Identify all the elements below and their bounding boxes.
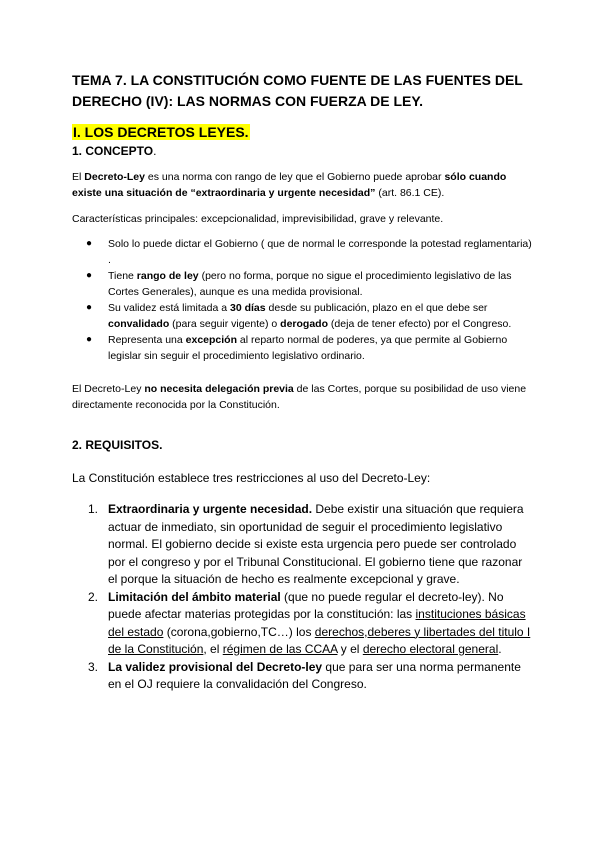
list-item	[72, 236, 532, 268]
closing-text-1: El Decreto-Ley	[72, 383, 145, 395]
list-item-text: .	[498, 642, 502, 656]
list-item-text: Su validez está limitada a	[108, 302, 230, 314]
characteristics-paragraph: Características principales: excepcionalidad, imprevisibilidad, grave y relevante.	[72, 213, 444, 225]
definition-paragraph	[72, 169, 532, 201]
definition-bold-2: sólo cuando existe una situación de “extraordinaria y urgente necesidad”	[72, 171, 507, 199]
definition-bold-1: Decreto-Ley	[84, 171, 145, 183]
requisitos-intro: La Constitución establece tres restricciones al uso del Decreto-Ley:	[72, 471, 431, 485]
underlined-term: derechos,deberes y libertades del titulo I de la Constitución	[108, 624, 531, 656]
bullet-icon: ●	[86, 334, 93, 345]
list-item-bold: Limitación del ámbito material	[108, 589, 281, 604]
document-title: TEMA 7. LA CONSTITUCIÓN COMO FUENTE DE LAS FUENTES DEL DERECHO (IV): LAS NORMAS CON FUERZA DE LEY.	[72, 72, 523, 109]
list-item-text: , el	[203, 642, 223, 656]
underlined-term: régimen de las CCAA	[222, 642, 338, 656]
list-item-text: al reparto normal de poderes, ya que permite al Gobierno legislar sin seguir el procedimiento legislativo ordinario.	[108, 334, 508, 362]
bullet-icon: ●	[86, 302, 93, 313]
list-item-text: Tiene	[108, 270, 137, 282]
list-number: 3.	[88, 659, 99, 674]
highlighted-heading-text: I. LOS DECRETOS LEYES.	[73, 124, 249, 140]
closing-text-2: de las Cortes, porque su posibilidad de uso viene directamente reconocida por la Constitución.	[72, 383, 527, 411]
list-number: 1.	[88, 502, 99, 516]
underlined-term: derecho electoral general	[362, 642, 499, 656]
list-item-bold: derogado	[280, 318, 329, 330]
list-number: 2.	[88, 589, 99, 604]
list-item	[72, 589, 532, 659]
closing-paragraph	[72, 381, 532, 413]
list-item	[72, 268, 532, 300]
list-item	[72, 659, 532, 694]
list-item-text: (deja de tener efecto) por el Congreso.	[328, 318, 512, 330]
subheading-requisitos: 2. REQUISITOS.	[72, 438, 163, 452]
list-item	[72, 332, 532, 364]
characteristics-list	[72, 236, 532, 364]
list-item-bold: Extraordinaria y urgente necesidad.	[108, 502, 313, 516]
list-item-bold: convalidado	[108, 318, 170, 330]
subheading-concepto-period: .	[153, 144, 157, 158]
bullet-icon: ●	[86, 270, 93, 281]
list-item-text: Solo lo puede dictar el Gobierno ( que de normal le corresponde la potestad reglamentaria) .	[108, 238, 532, 266]
list-item-bold: La validez provisional del Decreto-ley	[108, 659, 323, 674]
list-item-bold: 30 días	[229, 302, 266, 314]
subheading-concepto-text: 1. CONCEPTO	[72, 144, 154, 158]
list-item	[72, 300, 532, 332]
list-item-text: Representa una	[108, 334, 186, 346]
list-item-text: y el	[337, 642, 363, 656]
list-item-text: (que no puede regular el decreto-ley). No puede afectar materias protegidas por la constitución: las	[108, 589, 504, 621]
list-item-bold: rango de ley	[136, 270, 199, 282]
list-item-text: que para ser una norma permanente en el OJ requiere la convalidación del Congreso.	[108, 659, 521, 691]
definition-text-2: es una norma con rango de ley que el Gobierno puede aprobar	[144, 171, 445, 183]
list-item-text: (para seguir vigente) o	[169, 318, 281, 330]
list-item-text: (corona,gobierno,TC…) los	[163, 624, 315, 639]
definition-text-3: (art. 86.1 CE).	[375, 187, 445, 199]
section-heading-decretos-leyes	[72, 122, 250, 142]
requisitos-list	[72, 501, 532, 694]
list-item-text: desde su publicación, plazo en el que debe ser	[265, 302, 488, 314]
list-item-text: Debe existir una situación que requiera actuar de inmediato, sin oportunidad de seguir el procedimiento legislativo normal. El gobierno decide si existe esta urgencia pero puede ser controlado por el congreso y por el Tribunal Constitucional. El gobierno tiene que razonar el porque la situación de hecho es realmente excepcional y grave.	[108, 502, 524, 586]
underlined-term: instituciones básicas del estado	[108, 607, 526, 639]
list-item	[72, 501, 532, 589]
list-item-text: (pero no forma, porque no sigue el procedimiento legislativo de las Cortes Generales), aunque es una medida provisional.	[108, 270, 512, 298]
closing-bold: no necesita delegación previa	[144, 383, 294, 395]
subheading-concepto	[72, 142, 156, 160]
definition-text-1: El	[72, 171, 85, 183]
list-item-bold: excepción	[185, 334, 237, 346]
bullet-icon: ●	[86, 238, 93, 249]
